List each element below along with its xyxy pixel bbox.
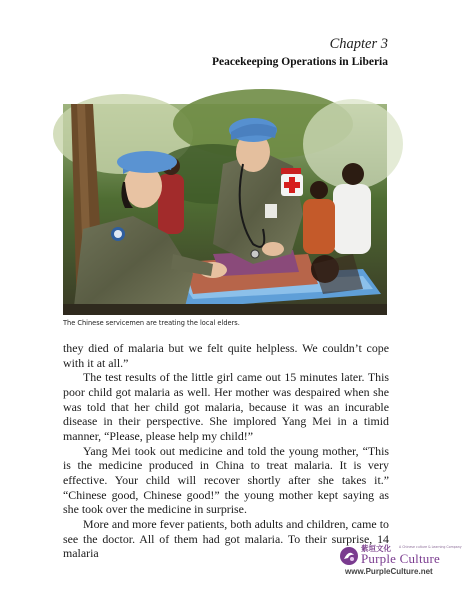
photo-medical-treatment	[63, 104, 387, 315]
section-title: Peacekeeping Operations in Liberia	[211, 56, 388, 68]
body-text	[63, 341, 389, 561]
paragraph: The test results of the little girl came out 15 minutes later. This poor child got malaria as well. Her mother was despaired when she was told that her child got malaria, because it was an incurable disease in their perspective. She implored Yang Mei in a timid manner, “Please, please help my child!”	[63, 370, 389, 443]
watermark-tagline: A Chinese culture & Learning Company	[399, 545, 462, 549]
paragraph: they died of malaria but we felt quite helpless. We couldn’t cope with it at all.”	[63, 341, 389, 370]
purple-culture-logo-icon	[339, 546, 359, 566]
watermark-url: www.PurpleCulture.net	[345, 567, 433, 576]
paragraph: More and more fever patients, both adults and children, came to see the doctor. All of them had got malaria. To their surprise, 14 malaria	[63, 516, 389, 561]
paragraph: Yang Mei took out medicine and told the young mother, “This is the medicine produced in China to treat malaria. It is very effective. Your child will recover shortly after she takes it.” “Chinese good, Chinese good!” the young mother kept saying as she took over the medicine in surprise.	[63, 443, 389, 517]
watermark-name: Purple Culture	[361, 551, 440, 566]
watermark-chinese-text: 紫垣文化	[361, 544, 391, 553]
figure-caption: The Chinese servicemen are treating the local elders.	[63, 319, 240, 327]
purple-culture-watermark	[339, 542, 462, 582]
chapter-heading: Chapter 3	[329, 36, 388, 52]
